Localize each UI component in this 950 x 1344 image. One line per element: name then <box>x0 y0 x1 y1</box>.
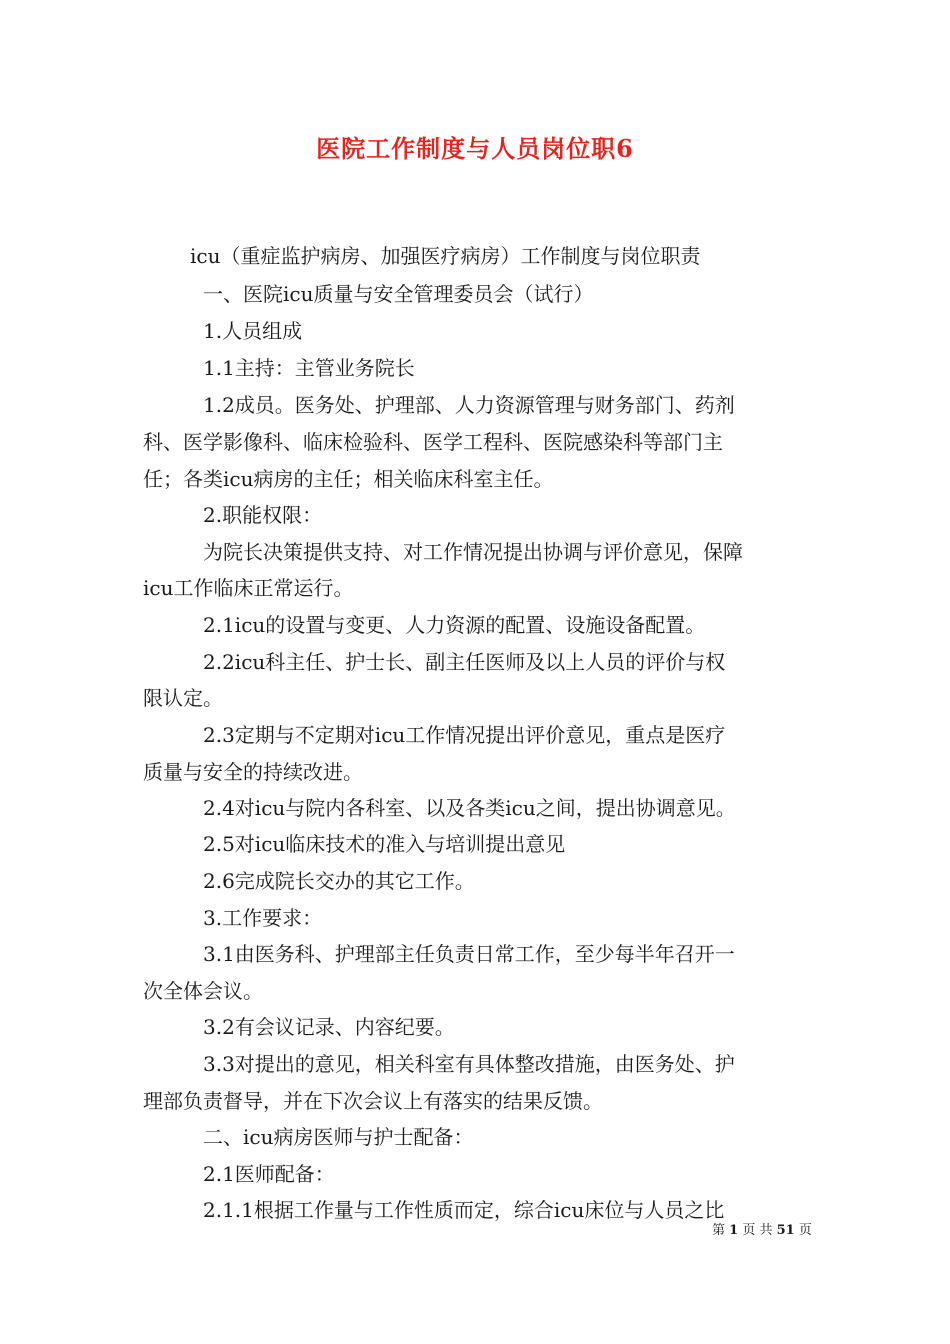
paragraph-line: 科、医学影像科、临床检验科、医学工程科、医院感染科等部门主 <box>143 430 723 454</box>
paragraph-line: 2.1.1根据工作量与工作性质而定，综合icu床位与人员之比 <box>203 1198 725 1222</box>
paragraph-line: 2.5对icu临床技术的准入与培训提出意见 <box>203 832 566 856</box>
paragraph-line: 2.1icu的设置与变更、人力资源的配置、设施设备配置。 <box>203 613 706 637</box>
paragraph-line: 3.3对提出的意见，相关科室有具体整改措施，由医务处、护 <box>203 1052 735 1076</box>
footer-prefix: 第 <box>712 1223 726 1238</box>
paragraph-line: 限认定。 <box>143 686 223 710</box>
paragraph-line: 1.1主持：主管业务院长 <box>203 356 415 380</box>
footer-middle: 页 共 <box>742 1223 773 1238</box>
paragraph-line: 理部负责督导，并在下次会议上有落实的结果反馈。 <box>143 1089 603 1113</box>
paragraph-line: 为院长决策提供支持、对工作情况提出协调与评价意见，保障 <box>203 540 743 564</box>
paragraph-line: icu工作临床正常运行。 <box>143 576 354 600</box>
paragraph-line: 2.6完成院长交办的其它工作。 <box>203 869 475 893</box>
section-heading: 一、医院icu质量与安全管理委员会（试行） <box>203 282 594 306</box>
paragraph-line: icu（重症监护病房、加强医疗病房）工作制度与岗位职责 <box>190 244 701 268</box>
paragraph-line: 3.工作要求： <box>203 906 323 930</box>
paragraph-line: 3.1由医务科、护理部主任负责日常工作，至少每半年召开一 <box>203 942 735 966</box>
paragraph-line: 2.2icu科主任、护士长、副主任医师及以上人员的评价与权 <box>203 650 726 674</box>
paragraph-line: 质量与安全的持续改进。 <box>143 760 363 784</box>
footer-suffix: 页 <box>798 1223 812 1238</box>
footer-page-number: 1 <box>729 1223 739 1238</box>
paragraph-line: 2.4对icu与院内各科室、以及各类icu之间，提出协调意见。 <box>203 796 736 820</box>
page-footer <box>712 1222 812 1240</box>
paragraph-line: 2.3定期与不定期对icu工作情况提出评价意见，重点是医疗 <box>203 723 726 747</box>
paragraph-line: 任；各类icu病房的主任；相关临床科室主任。 <box>143 467 554 491</box>
paragraph-line: 3.2有会议记录、内容纪要。 <box>203 1015 455 1039</box>
paragraph-line: 2.1医师配备： <box>203 1162 335 1186</box>
paragraph-line: 次全体会议。 <box>143 979 263 1003</box>
paragraph-line: 1.人员组成 <box>203 319 303 343</box>
section-heading: 二、icu病房医师与护士配备： <box>203 1125 474 1149</box>
document-title: 医院工作制度与人员岗位职6 <box>316 134 634 163</box>
paragraph-line: 1.2成员。医务处、护理部、人力资源管理与财务部门、药剂 <box>203 393 735 417</box>
paragraph-line: 2.职能权限： <box>203 503 323 527</box>
footer-total-pages: 51 <box>776 1223 795 1238</box>
